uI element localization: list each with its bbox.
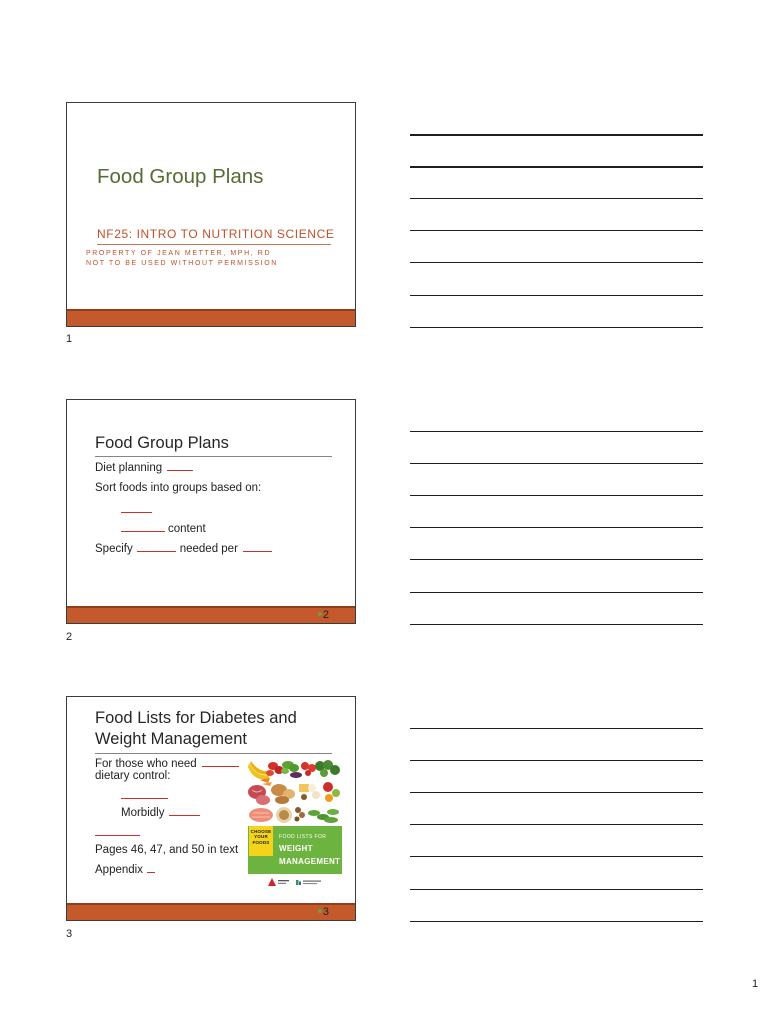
grain-bowl xyxy=(276,807,292,823)
slide-footer-bar xyxy=(67,903,355,920)
slide-number-dot xyxy=(318,909,322,913)
note-line xyxy=(410,760,703,761)
note-line xyxy=(410,921,703,922)
text-segment: content xyxy=(168,523,206,535)
text-line xyxy=(95,862,155,877)
subtitle-divider xyxy=(97,244,331,245)
text-segment: needed per xyxy=(179,543,238,555)
cover-kicker: FOOD LISTS FOR xyxy=(279,834,327,840)
slide-1-title-slide xyxy=(66,102,356,327)
slide-title xyxy=(95,708,297,750)
note-line xyxy=(410,431,703,432)
fill-in-blank xyxy=(167,460,193,471)
slide-number xyxy=(318,905,329,920)
note-line xyxy=(410,856,703,857)
note-line xyxy=(410,592,703,593)
handout-slide-label: 1 xyxy=(66,333,73,345)
slide-title: Food Group Plans xyxy=(95,434,229,452)
choose-your-foods-badge xyxy=(249,826,273,856)
text-segment: Appendix xyxy=(95,864,143,876)
cover-publisher-logos xyxy=(248,874,342,890)
badge-line: FOODS xyxy=(252,839,270,845)
fill-in-blank xyxy=(121,521,165,532)
book-cover-image xyxy=(248,760,342,890)
badge-line: YOUR xyxy=(254,834,268,840)
handout-slide-label: 2 xyxy=(66,631,73,643)
note-line xyxy=(410,198,703,199)
fill-in-blank xyxy=(169,805,200,816)
cover-title-line: MANAGEMENT xyxy=(279,857,341,866)
text-line xyxy=(121,788,168,803)
note-line xyxy=(410,230,703,231)
eggplant xyxy=(290,772,302,778)
note-line xyxy=(410,559,703,560)
slide-subtitle: NF25: INTRO TO NUTRITION SCIENCE xyxy=(97,227,335,241)
text-line xyxy=(121,805,200,820)
text-line: Pages 46, 47, and 50 in text xyxy=(95,844,239,856)
note-line xyxy=(410,134,703,136)
slide-title-line: Weight Management xyxy=(95,730,247,748)
slide-footer-bar xyxy=(67,606,355,623)
note-line xyxy=(410,463,703,464)
note-line xyxy=(410,889,703,890)
title-underline xyxy=(95,456,332,457)
badge-line: CHOOSE xyxy=(250,829,272,834)
notes-area-slide-2 xyxy=(410,399,703,626)
text-segment: Morbidly xyxy=(121,807,165,819)
cover-title-band xyxy=(248,826,342,874)
note-line xyxy=(410,295,703,296)
credit-line: PROPERTY OF JEAN METTER, MPH, RD xyxy=(86,250,272,257)
note-line xyxy=(410,527,703,528)
text-line xyxy=(95,460,193,475)
fill-in-blank xyxy=(121,788,168,799)
note-line xyxy=(410,495,703,496)
food-collage-photo xyxy=(248,760,342,826)
text-line: dietary control: xyxy=(95,770,171,782)
note-line xyxy=(410,792,703,793)
partner-logo xyxy=(296,880,321,885)
fill-in-blank xyxy=(243,541,272,552)
credit-line: NOT TO BE USED WITHOUT PERMISSION xyxy=(86,260,278,267)
handout-slide-label: 3 xyxy=(66,928,73,940)
fill-in-blank xyxy=(137,541,176,552)
red-triangle-logo xyxy=(268,878,276,886)
note-line xyxy=(410,728,703,729)
note-line xyxy=(410,327,703,328)
text-line xyxy=(95,541,272,556)
cover-title-line: WEIGHT xyxy=(279,844,313,853)
notes-area-slide-3 xyxy=(410,696,703,923)
slide-number-text: 3 xyxy=(322,906,329,918)
text-line xyxy=(95,825,140,840)
slide-title-line: Food Lists for Diabetes and xyxy=(95,709,297,727)
note-line xyxy=(410,166,703,168)
page-number: 1 xyxy=(752,978,759,990)
slide-number-text: 2 xyxy=(322,609,329,621)
slide-number-dot xyxy=(318,612,322,616)
slide-2-food-group-plans xyxy=(66,399,356,624)
fill-in-blank xyxy=(147,862,155,873)
text-line xyxy=(121,521,206,536)
text-segment: Specify xyxy=(95,543,133,555)
notes-area-slide-1 xyxy=(410,102,703,329)
slide-3-food-lists xyxy=(66,696,356,921)
text-segment: Diet planning xyxy=(95,462,163,474)
slide-number xyxy=(318,608,329,623)
note-line xyxy=(410,262,703,263)
text-segment: For those who need xyxy=(95,758,197,770)
fill-in-blank xyxy=(121,502,152,513)
fill-in-blank xyxy=(95,825,140,836)
salmon xyxy=(249,808,273,822)
note-line xyxy=(410,624,703,625)
left-logo-wordmark xyxy=(278,880,289,884)
slide-footer-bar xyxy=(67,309,355,326)
note-line xyxy=(410,824,703,825)
fill-in-blank xyxy=(202,756,239,767)
text-line xyxy=(121,502,152,517)
slide-title: Food Group Plans xyxy=(97,165,264,188)
title-underline xyxy=(95,753,332,754)
text-line: Sort foods into groups based on: xyxy=(95,482,262,494)
